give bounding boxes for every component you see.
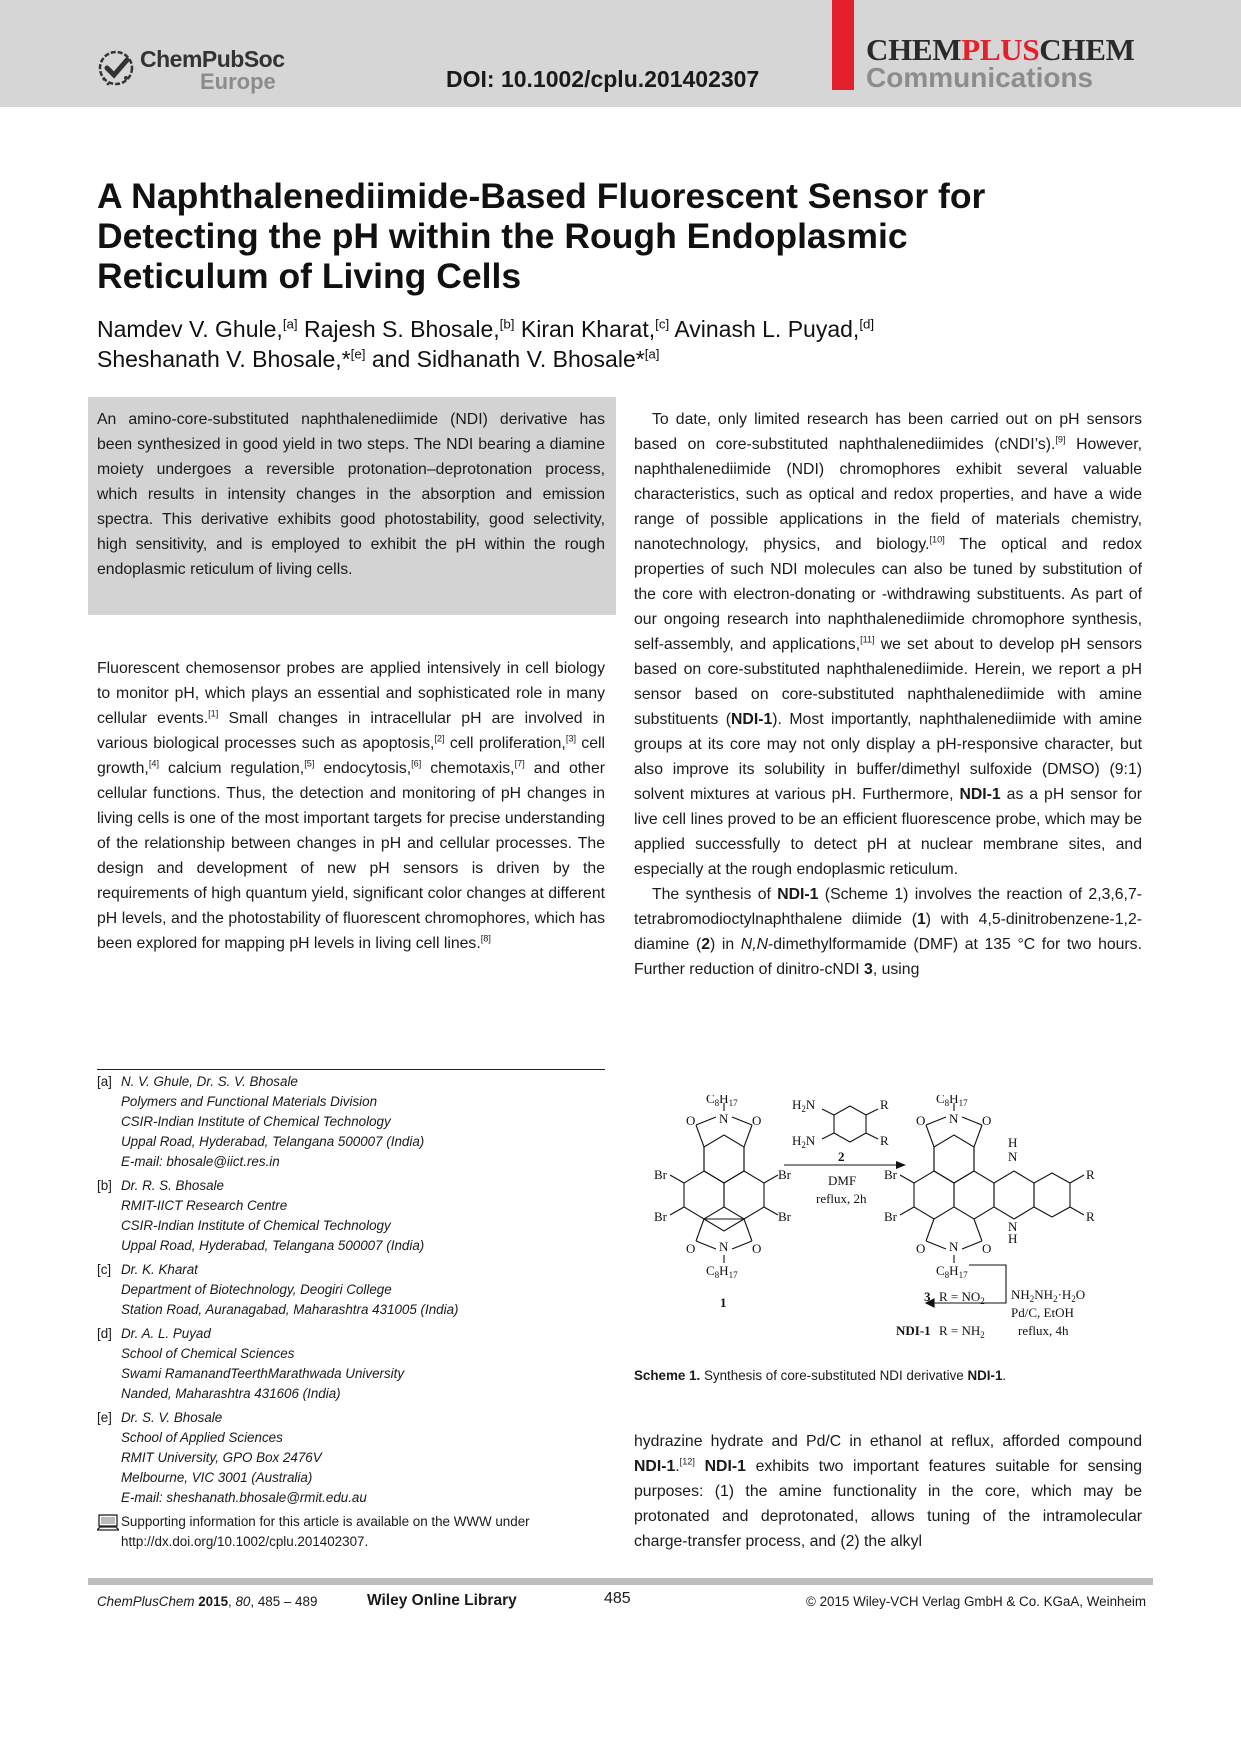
journal-name: CHEMPLUSCHEM (866, 32, 1135, 67)
affiliation-divider (97, 1069, 605, 1070)
chempubsoc-logo (96, 46, 286, 94)
author: and Sidhanath V. Bhosale* (371, 346, 645, 372)
svg-text:NH2NH2·H2O: $NH_2NH_2\cdot H_2O$ (1011, 1287, 1086, 1304)
svg-text:O: O (916, 1113, 926, 1128)
reference-link[interactable]: [7] (514, 758, 525, 769)
chempubsoc-seal-icon (96, 48, 136, 88)
copyright: © 2015 Wiley-VCH Verlag GmbH & Co. KGaA, Weinheim (806, 1594, 1147, 1609)
svg-text:3: 3 (924, 1289, 931, 1304)
svg-text:R: R (1086, 1167, 1095, 1182)
footer-citation: ChemPlusChem 2015, 80, 485 – 489 (97, 1594, 318, 1609)
svg-text:H: H (1008, 1135, 1018, 1150)
right-column-continuation (634, 1429, 1142, 1554)
svg-text:Pd/C, EtOH: Pd/C, EtOH (1011, 1305, 1074, 1320)
affiliation-b: [b] Dr. R. S. Bhosale RMIT-IICT Research Centre CSIR-Indian Institute of Chemical Technology Uppal Road, Hyderabad, Telangana 500007 (India) (97, 1178, 425, 1253)
email-link[interactable]: E-mail: bhosale@iict.res.in (121, 1154, 280, 1169)
supporting-info-link[interactable]: http://dx.doi.org/10.1002/cplu.201402307. (121, 1534, 369, 1549)
svg-text:NDI-1: NDI-1 (896, 1323, 931, 1338)
accent-bar (832, 0, 854, 90)
svg-text:O: O (686, 1241, 696, 1256)
doi-label[interactable]: DOI: 10.1002/cplu.201402307 (446, 66, 760, 92)
abstract-text: An amino-core-substituted naphthalenediimide (NDI) derivative has been synthesized in good yield in two steps. The NDI bearing a diamine moiety undergoes a reversible protonation–deprotonation process, which results in intensity changes in the absorption and emission spectra. This derivative exhibits good photostability, good selectivity, high sensitivity, and is employed to exhibit the pH within the rough endoplasmic reticulum of living cells. (97, 411, 605, 578)
author: Avinash L. Puyad, (674, 316, 860, 342)
svg-text:Br: Br (654, 1209, 667, 1224)
reference-link[interactable]: [10] (929, 534, 945, 545)
paragraph: To date, only limited research has been carried out on pH sensors based on core-substituted naphthalenediimides (cNDI’s).[9] However, naphthalenediimide (NDI) chromophores exhibit several valuable characteristics, such as optical and redox properties, and have a wide range of possible applications in the field of materials chemistry, nanotechnology, physics, and biology.[10] The optical and redox properties of such NDI molecules can also be tuned by substitution of the core with electron-donating or -withdrawing substituents. As part of our ongoing research into naphthalenediimide chromophore synthesis, self-assembly, and applications,[11] we set about to develop pH sensors based on core-substituted naphthalenediimide. Herein, we report a pH sensor based on core-substituted naphthalenediimide with amine substituents (NDI-1). Most importantly, naphthalenediimide with amine groups at its core may not only display a pH-responsive character, but also improve its solubility in buffer/dimethyl sulfoxide (DMSO) (9:1) solvent mixtures at various pH. Furthermore, NDI-1 as a pH sensor for live cell lines proved to be an efficient fluorescence probe, which may be applied successfully to detect pH at nuclear membrane sites, and especially at the rough endoplasmic reticulum. (634, 411, 1143, 878)
author-list: Namdev V. Ghule,[a] Rajesh S. Bhosale,[b] Kiran Kharat,[c] Avinash L. Puyad,[d] Sheshanath V. Bhosale,*[e] and Sidhanath V. Bhosale*[a] (97, 316, 875, 372)
reference-link[interactable]: [9] (1055, 434, 1066, 445)
affiliations (97, 1072, 605, 1512)
logo-text-europe: Europe (200, 69, 276, 94)
svg-text:R: R (880, 1097, 889, 1112)
scheme-caption: Scheme 1. Synthesis of core-substituted NDI derivative NDI-1. (634, 1368, 1007, 1383)
svg-text:C8H17: $C_8H_{17}$ (706, 1095, 738, 1108)
svg-text:O: O (982, 1241, 992, 1256)
svg-text:Br: Br (778, 1209, 791, 1224)
svg-text:Br: Br (778, 1167, 791, 1182)
right-column-body (634, 407, 1142, 982)
section-label: Communications (866, 62, 1094, 93)
author: Rajesh S. Bhosale, (304, 316, 500, 342)
left-column-body (97, 656, 605, 956)
abstract-box (88, 397, 616, 615)
affiliation-e: [e] Dr. S. V. Bhosale School of Applied Sciences RMIT University, GPO Box 2476V Melbourne, VIC 3001 (Australia) E-mail: sheshanath.bhosale@rmit.edu.au (97, 1408, 605, 1508)
footer-rule (88, 1578, 1153, 1585)
paragraph: The synthesis of NDI-1 (Scheme 1) involves the reaction of 2,3,6,7-tetrabromodioctylnaphthalene diimide (1) with 4,5-dinitrobenzene-1,2-diamine (2) in N,N-dimethylformamide (DMF) at 135 °C for two hours. Further reduction of dinitro-cNDI 3, using (634, 886, 1142, 978)
affiliation-d: [d] Dr. A. L. Puyad School of Chemical Sciences Swami RamanandTeerthMarathwada University Nanded, Maharashtra 431606 (India) (97, 1326, 405, 1401)
logo-text-chempubsoc: ChemPubSoc (140, 46, 285, 72)
header-band (0, 0, 1241, 107)
reference-link[interactable]: [2] (434, 733, 445, 744)
svg-text:Br: Br (654, 1167, 667, 1182)
reference-link[interactable]: [11] (860, 634, 875, 645)
svg-text:O: O (752, 1241, 762, 1256)
reference-link[interactable]: [3] (565, 733, 576, 744)
article-title: A Naphthalenediimide-Based Fluorescent Sensor for Detecting the pH within the Rough Endoplasmic Reticulum of Living Cells (97, 176, 986, 296)
reference-link[interactable]: [4] (148, 758, 159, 769)
svg-text:H: H (1008, 1231, 1018, 1246)
svg-text:O: O (752, 1113, 762, 1128)
scheme-1-figure (634, 1095, 1154, 1345)
svg-text:O: O (686, 1113, 696, 1128)
svg-text:N: N (719, 1111, 729, 1126)
reference-link[interactable]: [5] (304, 758, 315, 769)
page-number: 485 (604, 1590, 631, 1607)
affiliation-a: [a] N. V. Ghule, Dr. S. V. Bhosale Polymers and Functional Materials Division CSIR-Indian Institute of Chemical Technology Uppal Road, Hyderabad, Telangana 500007 (India) E-mail: bhosale@iict.res.in (97, 1072, 605, 1172)
svg-text:O: O (982, 1113, 992, 1128)
svg-text:R: R (1086, 1209, 1095, 1224)
affiliation-c: [c] Dr. K. Kharat Department of Biotechnology, Deogiri College Station Road, Auranagabad, Maharashtra 431005 (India) (97, 1262, 459, 1317)
svg-text:N: N (1008, 1149, 1018, 1164)
wiley-online-library-link[interactable]: Wiley Online Library (367, 1592, 517, 1609)
email-link[interactable]: E-mail: sheshanath.bhosale@rmit.edu.au (121, 1490, 367, 1505)
paragraph: Fluorescent chemosensor probes are applied intensively in cell biology to monitor pH, which plays an essential and sophisticated role in many cellular events.[1] Small changes in intracellular pH are involved in various biological processes such as apoptosis,[2] cell proliferation,[3] cell growth,[4] calcium regulation,[5] endocytosis,[6] chemotaxis,[7] and other cellular functions. Thus, the detection and monitoring of pH changes in living cells is one of the most important targets for precise understanding of the relationship between changes in pH and cellular processes. The design and development of new pH sensors is driven by the requirements of high quantum yield, significant color changes at different pH levels, and the photostability of fluorescent chromophores, which has been explored for mapping pH levels in living cell lines.[8] (97, 660, 606, 952)
svg-text:H2N: $H_2N$ (792, 1097, 816, 1114)
paragraph: hydrazine hydrate and Pd/C in ethanol at reflux, afforded compound NDI-1.[12] NDI-1 exhibits two important features suitable for sensing purposes: (1) the amine functionality in the core, which may be protonated and deprotonated, allows tuning of the intramolecular charge-transfer process, and (2) the alkyl (634, 1433, 1143, 1550)
svg-text:R = NH2: $R = NH_2$ (939, 1323, 985, 1340)
svg-text:R = NO2: $R = NO_2$ (939, 1289, 985, 1306)
author: Kiran Kharat, (520, 316, 656, 342)
svg-text:N: N (1008, 1219, 1018, 1234)
svg-text:reflux, 4h: reflux, 4h (1018, 1323, 1069, 1338)
supporting-info-note: Supporting information for this article is available on the WWW under http://dx.doi.org/10.1002/cplu.201402307. (97, 1512, 605, 1552)
svg-text:H2N: $H_2N$ (792, 1133, 816, 1150)
svg-text:N: N (719, 1239, 729, 1254)
reference-link[interactable]: [8] (480, 933, 491, 944)
svg-text:C8H17: $C_8H_{17}$ (936, 1095, 968, 1108)
svg-text:C8H17: $C_8H_{17}$ (706, 1263, 738, 1280)
author: Sheshanath V. Bhosale,* (97, 346, 351, 372)
svg-text:N: N (949, 1111, 959, 1126)
svg-text:Br: Br (884, 1167, 897, 1182)
reference-link[interactable]: [1] (208, 708, 219, 719)
svg-text:Br: Br (884, 1209, 897, 1224)
svg-text:DMF: DMF (828, 1173, 857, 1188)
svg-text:2: 2 (838, 1149, 845, 1164)
svg-text:R: R (880, 1133, 889, 1148)
reference-link[interactable]: [12] (679, 1456, 695, 1467)
svg-text:1: 1 (720, 1295, 727, 1310)
svg-text:reflux, 2h: reflux, 2h (816, 1191, 867, 1206)
svg-text:C8H17: $C_8H_{17}$ (936, 1263, 968, 1280)
svg-text:N: N (949, 1239, 959, 1254)
computer-icon (97, 1514, 119, 1532)
author: Namdev V. Ghule, (97, 316, 283, 342)
svg-text:O: O (916, 1241, 926, 1256)
reference-link[interactable]: [6] (411, 758, 422, 769)
